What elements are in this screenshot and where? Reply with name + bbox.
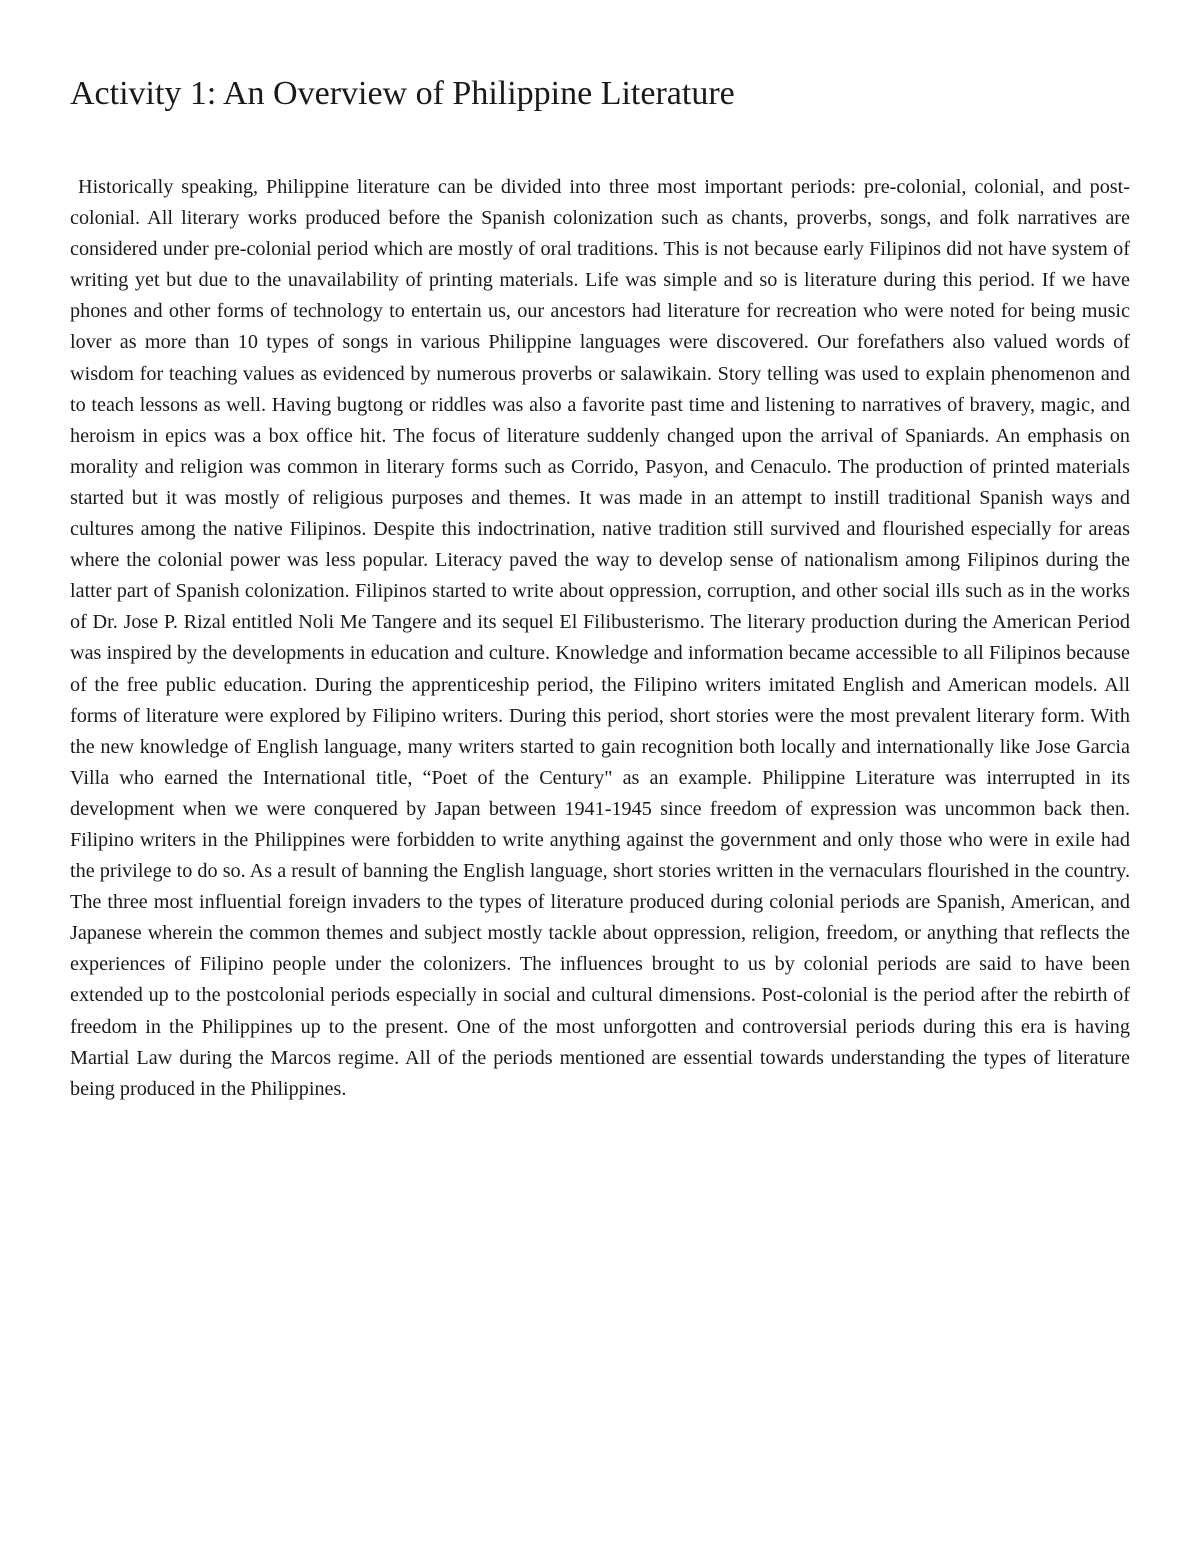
document-title: Activity 1: An Overview of Philippine Literature (70, 75, 735, 112)
document-body-paragraph: Historically speaking, Philippine literature can be divided into three most important periods: pre-colonial, colonial, and post-colonial. All literary works produced before the Spanish colonization such as chants, proverbs, songs, and folk narratives are considered under pre-colonial period which are mostly of oral traditions. This is not because early Filipinos did not have system of writing yet but due to the unavailability of printing materials. Life was simple and so is literature during this period. If we have phones and other forms of technology to entertain us, our ancestors had literature for recreation who were noted for being music lover as more than 10 types of songs in various Philippine languages were discovered. Our forefathers also valued words of wisdom for teaching values as evidenced by numerous proverbs or salawikain. Story telling was used to explain phenomenon and to teach lessons as well. Having bugtong or riddles was also a favorite past time and listening to narratives of bravery, magic, and heroism in epics was a box office hit. The focus of literature suddenly changed upon the arrival of Spaniards. An emphasis on morality and religion was common in literary forms such as Corrido, Pasyon, and Cenaculo. The production of printed materials started but it was mostly of religious purposes and themes. It was made in an attempt to instill traditional Spanish ways and cultures among the native Filipinos. Despite this indoctrination, native tradition still survived and flourished especially for areas where the colonial power was less popular. Literacy paved the way to develop sense of nationalism among Filipinos during the latter part of Spanish colonization. Filipinos started to write about oppression, corruption, and other social ills such as in the works of Dr. Jose P. Rizal entitled Noli Me Tangere and its sequel El Filibusterismo. The literary production during the American Period was inspired by the developments in education and culture. Knowledge and information became accessible to all Filipinos because of the free public education. During the apprenticeship period, the Filipino writers imitated English and American models. All forms of literature were explored by Filipino writers. During this period, short stories were the most prevalent literary form. With the new knowledge of English language, many writers started to gain recognition both locally and internationally like Jose Garcia Villa who earned the International title, “Poet of the Century" as an example. Philippine Literature was interrupted in its development when we were conquered by Japan between 1941-1945 since freedom of expression was uncommon back then. Filipino writers in the Philippines were forbidden to write anything against the government and only those who were in exile had the privilege to do so. As a result of banning the English language, short stories written in the vernaculars flourished in the country. The three most influential foreign invaders to the types of literature produced during colonial periods are Spanish, American, and Japanese wherein the common themes and subject mostly tackle about oppression, religion, freedom, or anything that reflects the experiences of Filipino people under the colonizers. The influences brought to us by colonial periods are said to have been extended up to the postcolonial periods especially in social and cultural dimensions. Post-colonial is the period after the rebirth of freedom in the Philippines up to the present. One of the most unforgotten and controversial periods during this era is having Martial Law during the Marcos regime. All of the periods mentioned are essential towards understanding the types of literature being produced in the Philippines. (70, 176, 1136, 1100)
